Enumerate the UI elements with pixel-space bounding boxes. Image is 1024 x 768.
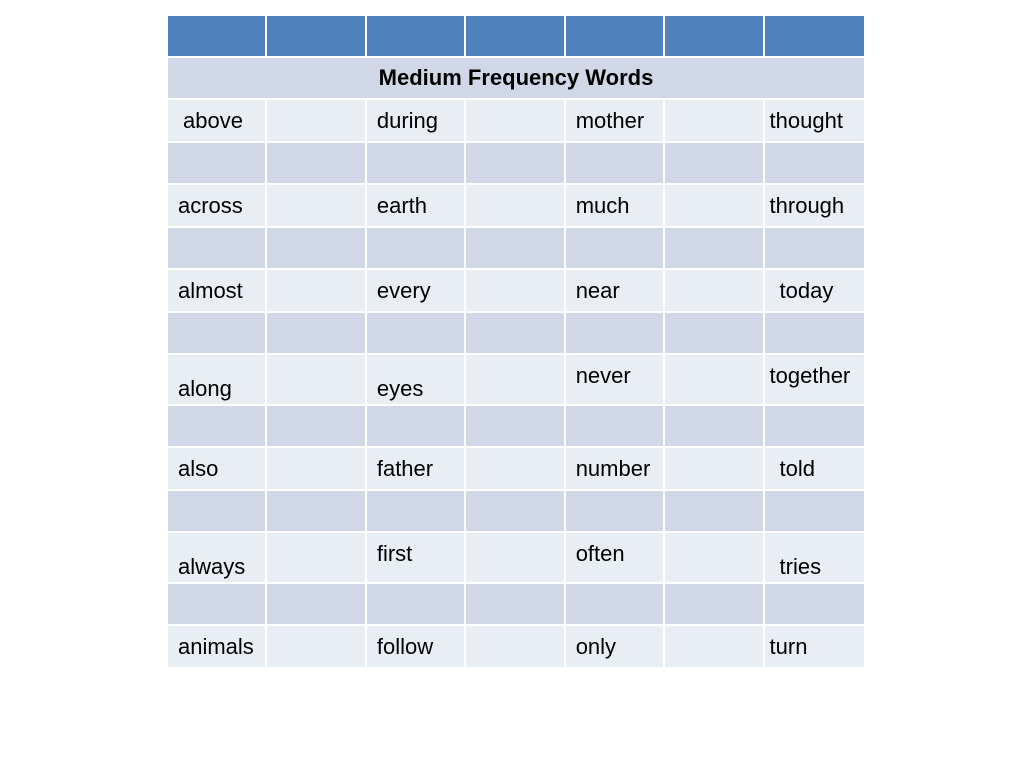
table-header-row [168, 16, 864, 58]
table-row [168, 100, 864, 143]
word-cell: every [367, 270, 466, 313]
empty-cell [466, 313, 565, 355]
table-title: Medium Frequency Words [168, 58, 864, 100]
empty-cell [466, 448, 565, 491]
header-cell [267, 16, 366, 58]
empty-cell [665, 406, 764, 448]
empty-cell [267, 448, 366, 491]
empty-cell [267, 491, 366, 533]
table-row [168, 626, 864, 669]
empty-cell [267, 228, 366, 270]
empty-cell [665, 185, 764, 228]
empty-cell [367, 143, 466, 185]
empty-cell [566, 584, 665, 626]
empty-cell [665, 533, 764, 584]
header-cell [168, 16, 267, 58]
empty-cell [367, 228, 466, 270]
empty-cell [168, 313, 267, 355]
empty-cell [665, 355, 764, 406]
empty-cell [466, 491, 565, 533]
empty-cell [566, 228, 665, 270]
word-cell: often [566, 533, 665, 584]
word-cell: never [566, 355, 665, 406]
empty-cell [466, 406, 565, 448]
empty-cell [665, 143, 764, 185]
header-cell [566, 16, 665, 58]
word-cell: across [168, 185, 267, 228]
table-row [168, 313, 864, 355]
empty-cell [168, 406, 267, 448]
empty-cell [168, 584, 267, 626]
empty-cell [665, 626, 764, 669]
word-cell: much [566, 185, 665, 228]
word-cell: number [566, 448, 665, 491]
header-cell [665, 16, 764, 58]
table-row [168, 228, 864, 270]
empty-cell [267, 355, 366, 406]
word-cell: through [765, 185, 864, 228]
word-cell: first [367, 533, 466, 584]
word-cell: eyes [367, 355, 466, 406]
empty-cell [665, 448, 764, 491]
empty-cell [367, 313, 466, 355]
empty-cell [168, 143, 267, 185]
word-cell: thought [765, 100, 864, 143]
empty-cell [665, 584, 764, 626]
empty-cell [566, 491, 665, 533]
empty-cell [466, 100, 565, 143]
word-table [168, 16, 864, 669]
word-cell: earth [367, 185, 466, 228]
word-cell: during [367, 100, 466, 143]
empty-cell [765, 143, 864, 185]
empty-cell [566, 143, 665, 185]
word-cell: almost [168, 270, 267, 313]
word-cell: always [168, 533, 267, 584]
word-cell: told [765, 448, 864, 491]
empty-cell [466, 185, 565, 228]
word-cell: near [566, 270, 665, 313]
word-cell: along [168, 355, 267, 406]
table-row [168, 355, 864, 406]
empty-cell [466, 584, 565, 626]
empty-cell [267, 270, 366, 313]
table-row [168, 533, 864, 584]
empty-cell [466, 533, 565, 584]
table-row [168, 406, 864, 448]
table-row [168, 185, 864, 228]
empty-cell [765, 406, 864, 448]
word-cell: mother [566, 100, 665, 143]
empty-cell [367, 491, 466, 533]
empty-cell [267, 584, 366, 626]
empty-cell [267, 313, 366, 355]
empty-cell [566, 313, 665, 355]
word-cell: only [566, 626, 665, 669]
empty-cell [765, 584, 864, 626]
empty-cell [466, 626, 565, 669]
word-cell: animals [168, 626, 267, 669]
empty-cell [466, 228, 565, 270]
word-cell: tries [765, 533, 864, 584]
word-cell: together [765, 355, 864, 406]
empty-cell [168, 491, 267, 533]
word-cell: turn [765, 626, 864, 669]
header-cell [765, 16, 864, 58]
empty-cell [267, 533, 366, 584]
empty-cell [267, 100, 366, 143]
empty-cell [466, 270, 565, 313]
table-row [168, 270, 864, 313]
header-cell [466, 16, 565, 58]
empty-cell [765, 228, 864, 270]
empty-cell [267, 185, 366, 228]
table-row [168, 448, 864, 491]
empty-cell [665, 228, 764, 270]
empty-cell [665, 491, 764, 533]
empty-cell [566, 406, 665, 448]
word-cell: also [168, 448, 267, 491]
empty-cell [665, 270, 764, 313]
table-title-row [168, 58, 864, 100]
empty-cell [367, 584, 466, 626]
empty-cell [267, 626, 366, 669]
empty-cell [765, 313, 864, 355]
word-cell: follow [367, 626, 466, 669]
empty-cell [665, 313, 764, 355]
word-cell: above [168, 100, 267, 143]
word-cell: today [765, 270, 864, 313]
word-cell: father [367, 448, 466, 491]
empty-cell [665, 100, 764, 143]
table-row [168, 584, 864, 626]
empty-cell [765, 491, 864, 533]
empty-cell [466, 143, 565, 185]
table-row [168, 143, 864, 185]
empty-cell [466, 355, 565, 406]
empty-cell [267, 406, 366, 448]
header-cell [367, 16, 466, 58]
empty-cell [367, 406, 466, 448]
empty-cell [168, 228, 267, 270]
empty-cell [267, 143, 366, 185]
table-row [168, 491, 864, 533]
